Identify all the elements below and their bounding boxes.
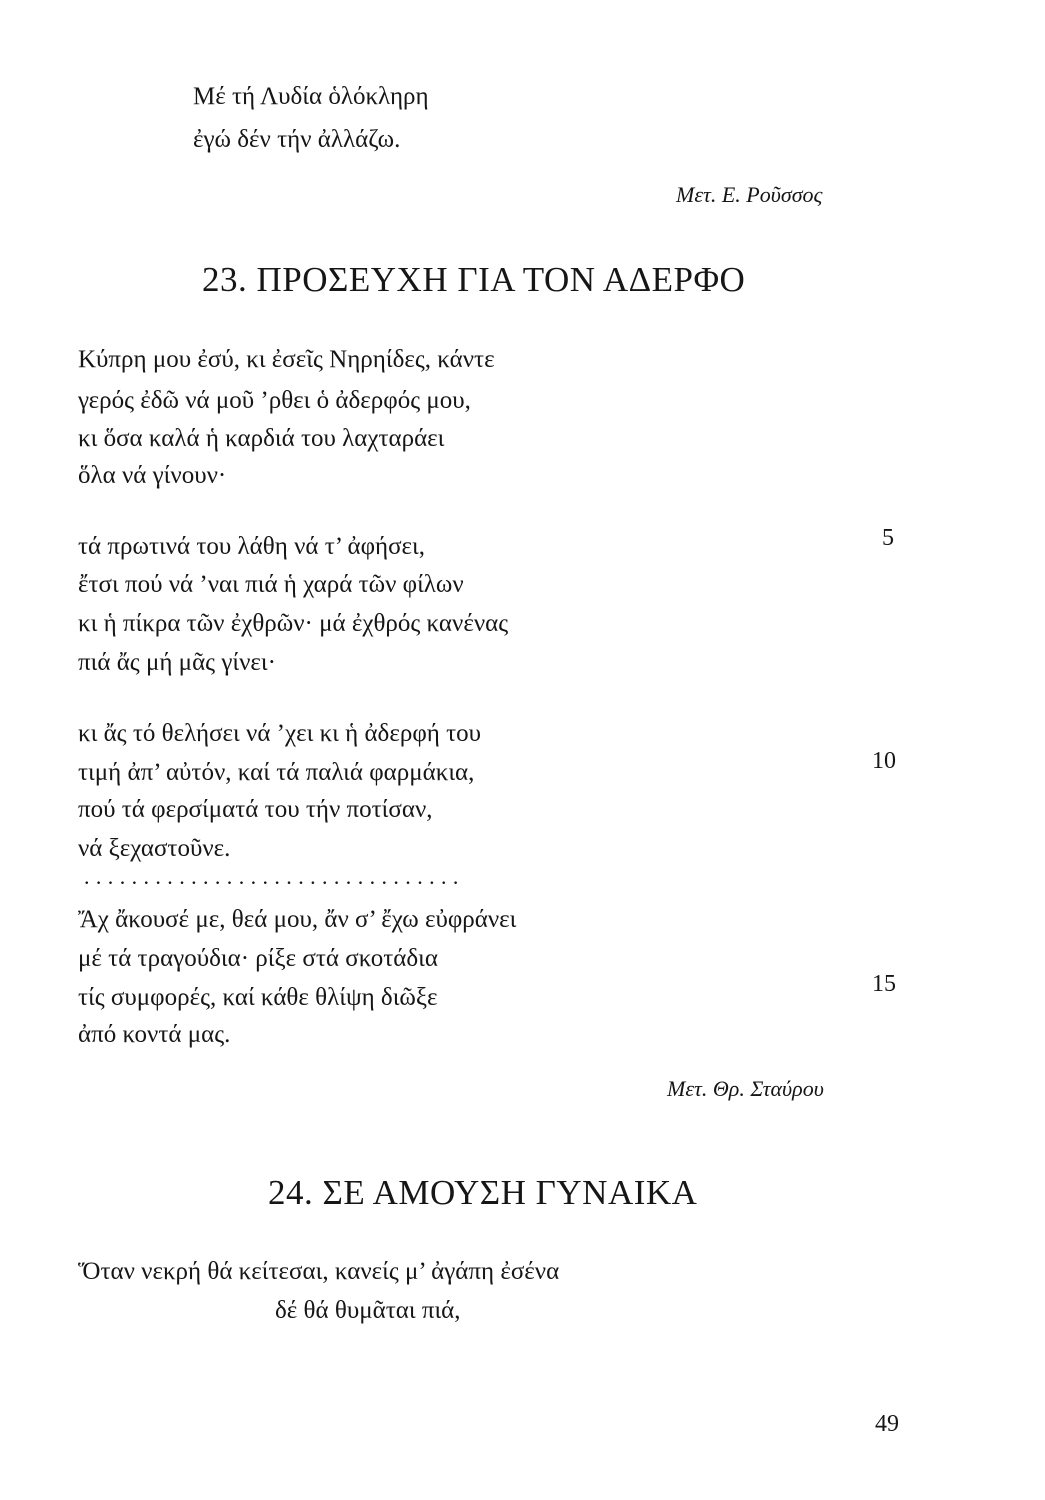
verse-line: Κύπρη μου ἐσύ, κι ἐσεῖς Νηρηίδες, κάντε <box>78 346 495 373</box>
poem-title: 23. ΠΡΟΣΕΥΧΗ ΓΙΑ ΤΟΝ ΑΔΕΡΦΟ <box>202 260 746 299</box>
verse-line: Ἄχ ἄκουσέ με, θεά μου, ἄν σ’ ἔχω εὐφράνει <box>78 906 517 933</box>
verse-line: πιά ἄς μή μᾶς γίνει· <box>78 649 276 676</box>
verse-line: Ὅταν νεκρή θά κείτεσαι, κανείς μ’ ἀγάπη ἐσένα <box>78 1258 560 1285</box>
verse-line: Μέ τή Λυδία ὁλόκληρη <box>193 83 429 110</box>
verse-line: ἔτσι πού νά ’ναι πιά ἡ χαρά τῶν φίλων <box>78 571 464 598</box>
verse-line: ἀπό κοντά μας. <box>78 1021 231 1048</box>
verse-line: τά πρωτινά του λάθη νά τ’ ἀφήσει, <box>78 533 426 560</box>
verse-line: μέ τά τραγούδια· ρίξε στά σκοτάδια <box>78 945 439 972</box>
verse-line: κι ἄς τό θελήσει νά ’χει κι ἡ ἀδερφή του <box>78 720 481 747</box>
verse-line: τιμή ἀπ’ αὐτόν, καί τά παλιά φαρμάκια, <box>78 759 475 786</box>
translator-credit: Μετ. Θρ. Σταύρου <box>667 1076 824 1101</box>
verse-line: νά ξεχαστοῦνε. <box>78 835 231 862</box>
verse-line: ἐγώ δέν τήν ἀλλάζω. <box>193 126 401 153</box>
line-number: 10 <box>872 748 896 774</box>
poem-title: 24. ΣΕ ΑΜΟΥΣΗ ΓΥΝΑΙΚΑ <box>268 1173 698 1212</box>
line-number: 5 <box>882 525 894 551</box>
verse-line: ὅλα νά γίνουν· <box>78 462 227 489</box>
translator-credit: Μετ. Ε. Ροῦσσος <box>676 182 823 207</box>
verse-line: κι ὅσα καλά ἡ καρδιά του λαχταράει <box>78 425 445 452</box>
lacuna-dots: ................................ <box>84 864 465 889</box>
verse-line: πού τά φερσίματά του τήν ποτίσαν, <box>78 796 433 823</box>
page-number: 49 <box>875 1411 899 1437</box>
verse-line: τίς συμφορές, καί κάθε θλίψη διῶξε <box>78 984 438 1011</box>
line-number: 15 <box>872 971 896 997</box>
verse-line: γερός ἐδῶ νά μοῦ ’ρθει ὁ ἀδερφός μου, <box>78 387 471 414</box>
verse-line: δέ θά θυμᾶται πιά, <box>275 1297 461 1324</box>
verse-line: κι ἡ πίκρα τῶν ἐχθρῶν· μά ἐχθρός κανένας <box>78 610 509 637</box>
